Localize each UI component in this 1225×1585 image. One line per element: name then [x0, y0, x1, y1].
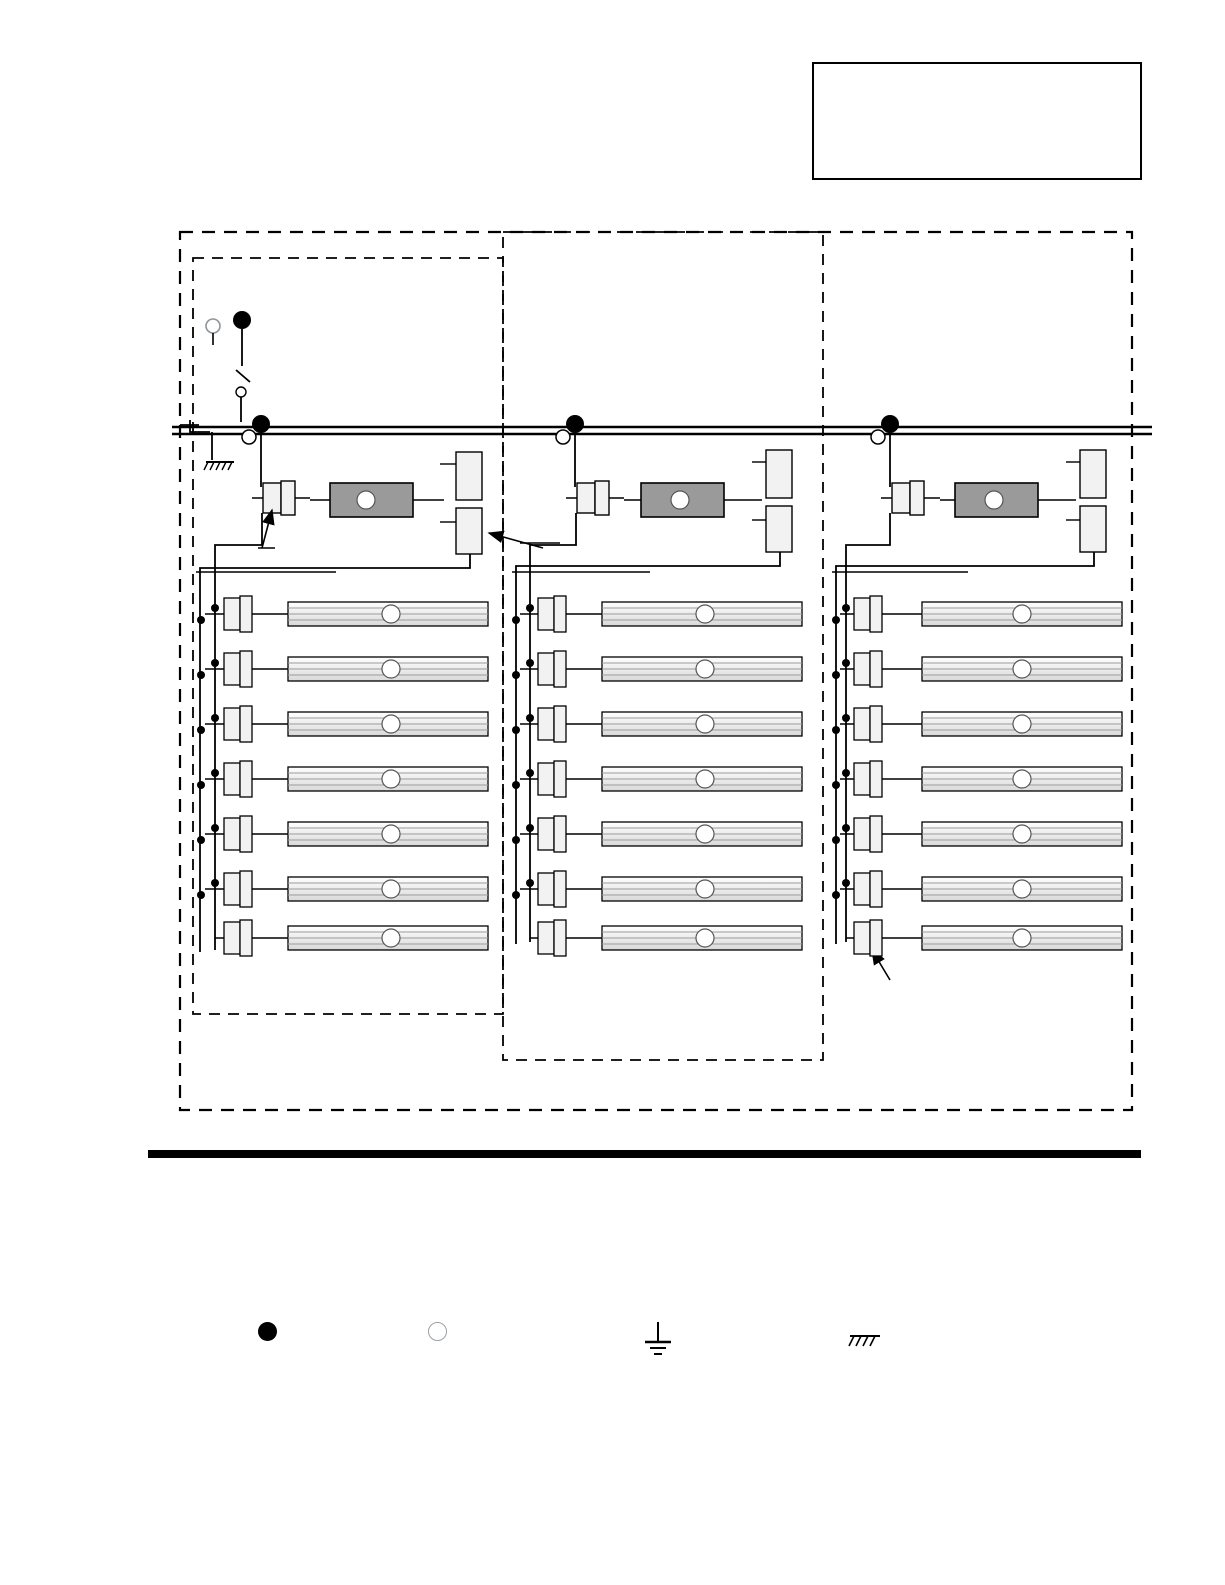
- legend-item-earth: [580, 1290, 740, 1326]
- branch-row: [512, 706, 802, 742]
- transformer-2: [624, 483, 762, 517]
- branch-row: [512, 651, 802, 687]
- branch-row: [197, 706, 488, 742]
- branch-rows-section-3: [832, 596, 1122, 956]
- transformer-1: [310, 483, 444, 517]
- branch-row: [832, 596, 1122, 632]
- filled-circle-icon: [258, 1322, 277, 1341]
- branch-row: [512, 816, 802, 852]
- branch-row: [512, 871, 802, 907]
- open-circle-icon: [428, 1322, 447, 1341]
- branch-row: [832, 706, 1122, 742]
- branch-row: [197, 816, 488, 852]
- bus-tap-node-1: [252, 415, 270, 433]
- bus-tap-node-2: [566, 415, 584, 433]
- filled-node-icon: [233, 311, 251, 329]
- disconnect-switch-icon: [236, 370, 250, 382]
- branch-row: [832, 651, 1122, 687]
- open-node-icon: [206, 319, 220, 333]
- footer-rule: [148, 1150, 1141, 1158]
- branch-row: [215, 920, 488, 956]
- legend-item-chassis: [780, 1290, 940, 1326]
- terminal-stack-3: [1066, 450, 1106, 552]
- branch-row: [197, 871, 488, 907]
- bus-tap-node-3: [881, 415, 899, 433]
- branch-row: [197, 761, 488, 797]
- branch-row: [832, 761, 1122, 797]
- legend: [150, 1290, 1150, 1400]
- callout-arrow-1: [258, 510, 275, 548]
- source-assembly: [206, 311, 256, 444]
- branch-rows-section-1: [197, 596, 488, 956]
- branch-row: [512, 761, 802, 797]
- legend-item-open-node: [360, 1290, 520, 1338]
- terminal-stack-1: [440, 452, 482, 554]
- branch-row: [832, 871, 1122, 907]
- branch-row: [197, 651, 488, 687]
- transformer-3: [940, 483, 1076, 517]
- branch-row: [832, 816, 1122, 852]
- terminal-stack-2: [752, 450, 792, 552]
- branch-row: [846, 920, 1122, 956]
- branch-row: [512, 596, 802, 632]
- branch-row: [197, 596, 488, 632]
- branch-row: [530, 920, 802, 956]
- legend-item-filled-node: [190, 1290, 350, 1338]
- main-bus: [172, 427, 1152, 434]
- branch-rows-section-2: [512, 596, 802, 956]
